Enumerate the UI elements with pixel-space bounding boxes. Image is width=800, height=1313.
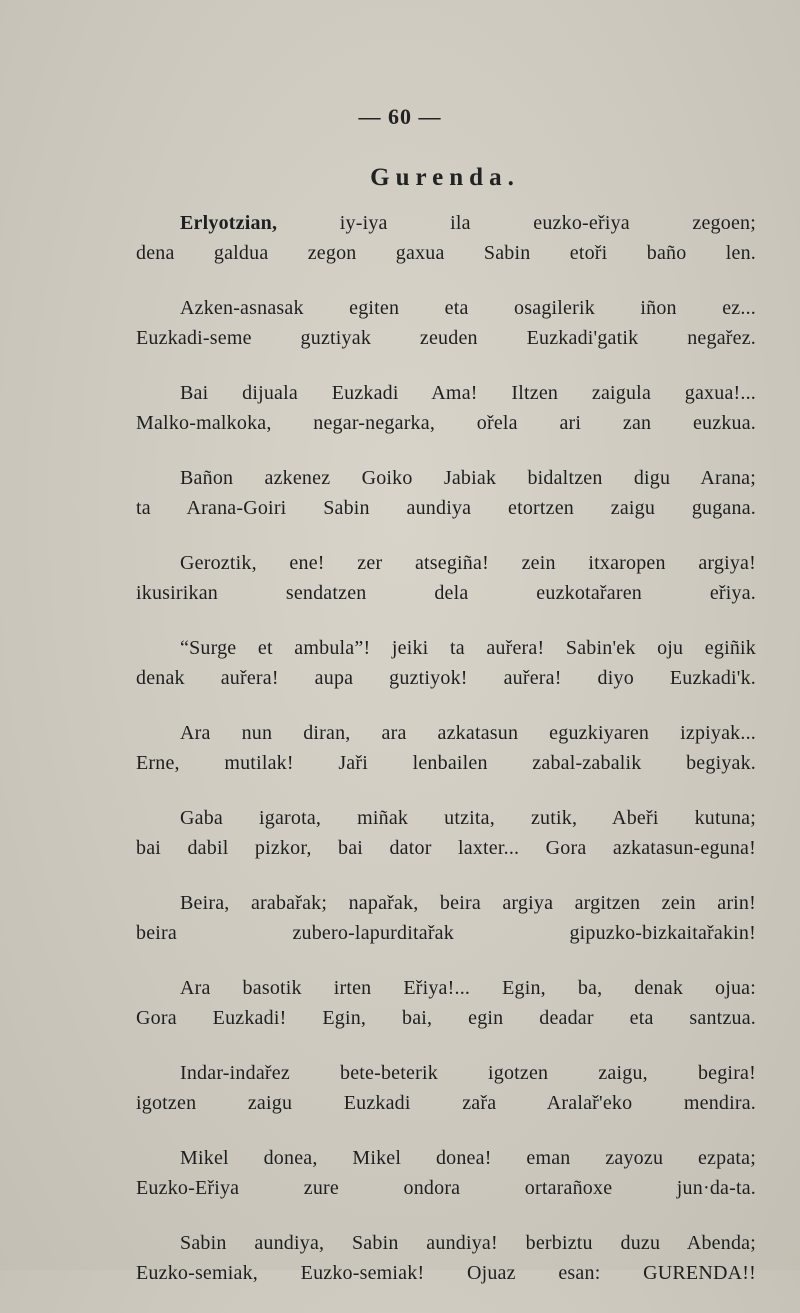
verse-line: Bai dijuala Euzkadi Ama! Iltzen zaigula gaxua!...: [180, 382, 756, 404]
verse-line: ikusirikan sendatzen dela euzkotařaren eřiya.: [136, 582, 756, 604]
verse-line: bai dabil pizkor, bai dator laxter... Gora azkatasun-eguna!: [136, 837, 756, 859]
stanza: [136, 888, 756, 948]
verse-line: Beira, arabařak; napařak, beira argiya argitzen zein arin!: [180, 892, 756, 914]
stanza: [136, 633, 756, 693]
verse-line: “Surge et ambula”! jeiki ta auřera! Sabin'ek oju egiñik: [180, 637, 756, 659]
verse-line: dena galdua zegon gaxua Sabin etoři baño len.: [136, 242, 756, 264]
stanza: [136, 1058, 756, 1118]
verse-line: Euzko-semiak, Euzko-semiak! Ojuaz esan: GURENDA!!: [136, 1262, 756, 1284]
poem-title: Gurenda.: [370, 164, 520, 191]
verse-line: Gora Euzkadi! Egin, bai, egin deadar eta santzua.: [136, 1007, 756, 1029]
verse-line: Malko-malkoka, negar-negarka, ořela ari zan euzkua.: [136, 412, 756, 434]
stanza: [136, 1143, 756, 1203]
verse-line: Azken-asnasak egiten eta osagilerik iñon ez...: [180, 297, 756, 319]
page-number: — 60 —: [358, 104, 442, 129]
verse-line: beira zubero-lapurditařak gipuzko-bizkaitařakin!: [136, 922, 756, 944]
stanza: [136, 463, 756, 523]
verse-line: Geroztik, ene! zer atsegiña! zein itxaropen argiya!: [180, 552, 756, 574]
stanza: [136, 803, 756, 863]
stanza: [136, 293, 756, 353]
verse-line: Ara basotik irten Eřiya!... Egin, ba, denak ojua:: [180, 977, 756, 999]
verse-text: iy-iya ila euzko-eřiya zegoen;: [339, 212, 756, 234]
verse-line: Indar-indařez bete-beterik igotzen zaigu, begira!: [180, 1062, 756, 1084]
verse-line: Sabin aundiya, Sabin aundiya! berbiztu duzu Abenda;: [180, 1232, 756, 1254]
verse-line: igotzen zaigu Euzkadi zařa Aralař'eko mendira.: [136, 1092, 756, 1114]
verse-line: [136, 208, 756, 238]
verse-line: Ara nun diran, ara azkatasun eguzkiyaren izpiyak...: [180, 722, 756, 744]
verse-line: ta Arana-Goiri Sabin aundiya etortzen zaigu gugana.: [136, 497, 756, 519]
stanza: [136, 718, 756, 778]
verse-line: Euzkadi-seme guztiyak zeuden Euzkadi'gatik negařez.: [136, 327, 756, 349]
stanza: [136, 1228, 756, 1288]
verse-lead-word: Erlyotzian,: [180, 212, 278, 234]
verse-line: Mikel donea, Mikel donea! eman zayozu ezpata;: [180, 1147, 756, 1169]
stanza: [136, 208, 756, 268]
verse-line: Euzko-Eřiya zure ondora ortarañoxe jun·da-ta.: [136, 1177, 756, 1199]
poem-body: [136, 208, 756, 1313]
stanza: [136, 973, 756, 1033]
stanza: [136, 378, 756, 438]
verse-line: Gaba igarota, miñak utzita, zutik, Abeři kutuna;: [180, 807, 756, 829]
verse-line: denak auřera! aupa guztiyok! auřera! diyo Euzkadi'k.: [136, 667, 756, 689]
verse-line: Erne, mutilak! Jaři lenbailen zabal-zabalik begiyak.: [136, 752, 756, 774]
stanza: [136, 548, 756, 608]
verse-line: Bañon azkenez Goiko Jabiak bidaltzen digu Arana;: [180, 467, 756, 489]
